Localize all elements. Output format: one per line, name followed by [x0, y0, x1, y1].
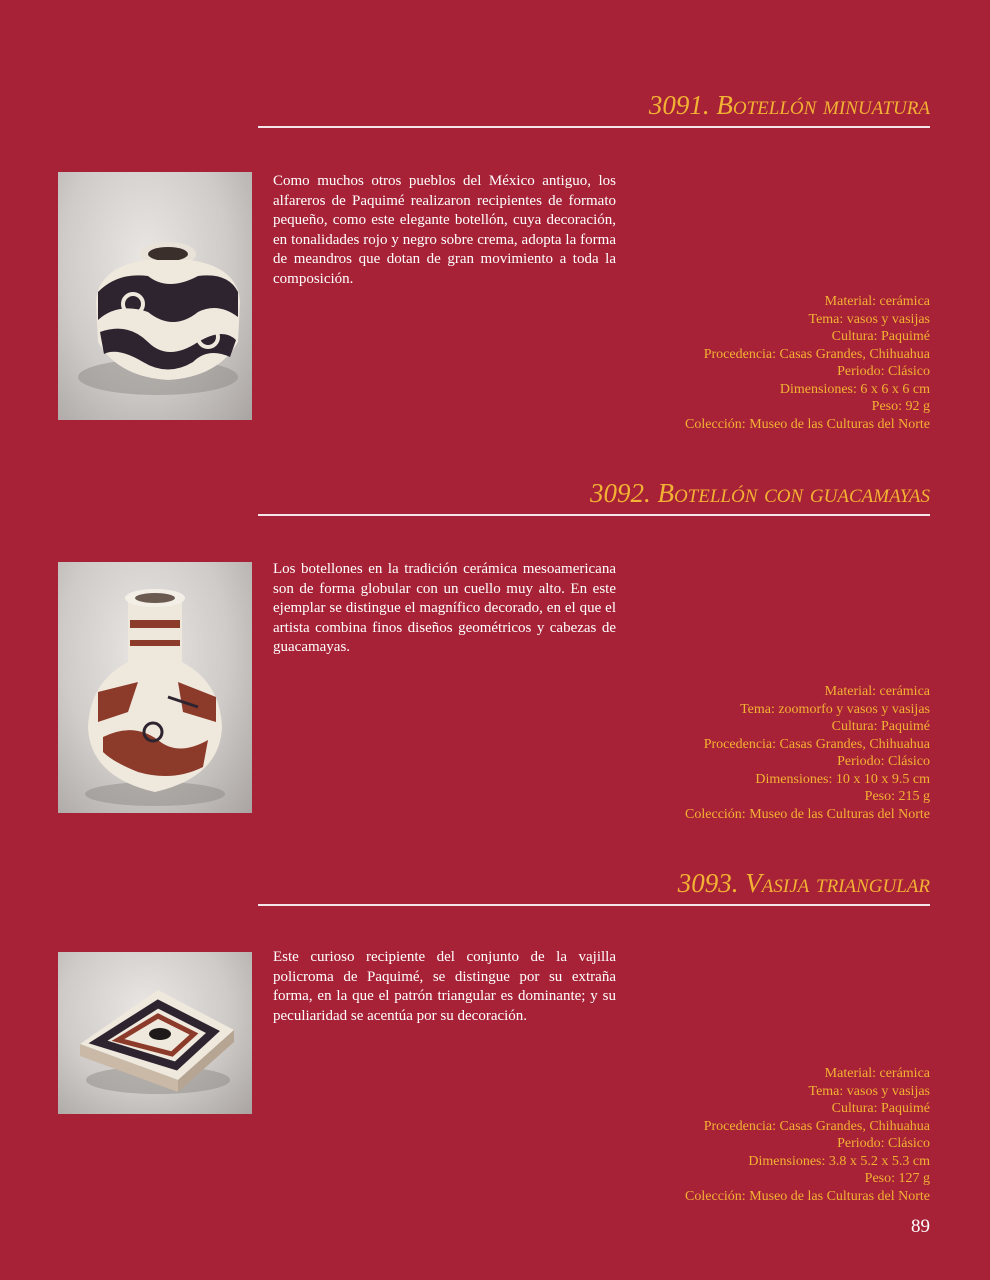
- entry-title: 3093. Vasija triangular: [677, 868, 930, 898]
- spec-periodo: Periodo: Clásico: [837, 1136, 930, 1151]
- spec-coleccion: Colección: Museo de las Culturas del Norte: [685, 806, 930, 822]
- catalog-entry-3093: [0, 866, 990, 1211]
- spec-coleccion: Colección: Museo de las Culturas del Norte: [685, 416, 930, 432]
- spec-peso: Peso: 127 g: [864, 1171, 930, 1186]
- spec-periodo: Periodo: Clásico: [837, 754, 930, 769]
- spec-procedencia: Procedencia: Casas Grandes, Chihuahua: [703, 1118, 930, 1134]
- spec-dimensiones: Dimensiones: 3.8 x 5.2 x 5.3 cm: [748, 1153, 930, 1169]
- spec-peso: Peso: 92 g: [871, 399, 930, 414]
- spec-dimensiones: Dimensiones: 10 x 10 x 9.5 cm: [755, 771, 930, 787]
- spec-periodo: Periodo: Clásico: [837, 364, 930, 379]
- spec-cultura: Cultura: Paquimé: [831, 329, 930, 344]
- spec-coleccion: Colección: Museo de las Culturas del Norte: [685, 1188, 930, 1204]
- entry-specs: [685, 293, 930, 433]
- botellon-guacamayas-photo: [58, 562, 252, 813]
- botellon-miniatura-photo: [58, 172, 252, 420]
- page-number: 89: [911, 1216, 930, 1237]
- spec-cultura: Cultura: Paquimé: [831, 719, 930, 734]
- spec-peso: Peso: 215 g: [864, 789, 930, 804]
- title-divider: [258, 514, 930, 516]
- spec-tema: Tema: vasos y vasijas: [808, 311, 930, 327]
- spec-procedencia: Procedencia: Casas Grandes, Chihuahua: [703, 736, 930, 752]
- spec-material: Material: cerámica: [824, 1066, 930, 1081]
- spec-tema: Tema: zoomorfo y vasos y vasijas: [740, 701, 930, 717]
- spec-material: Material: cerámica: [824, 684, 930, 699]
- entry-description: Los botellones en la tradición cerámica mesoamericana son de forma globular con un cuello muy alto. En este ejemplar se distingue el magnífico decorado, en el que el artista combina finos diseños geométricos y cabezas de guacamayas.: [273, 561, 616, 656]
- spec-dimensiones: Dimensiones: 6 x 6 x 6 cm: [779, 381, 930, 397]
- entry-specs: [685, 683, 930, 823]
- entry-specs: [685, 1065, 930, 1205]
- catalog-entry-3092: [0, 476, 990, 821]
- title-divider: [258, 904, 930, 906]
- entry-description: Como muchos otros pueblos del México antiguo, los alfareros de Paquimé realizaron recipientes de formato pequeño, como este elegante botellón, cuya decoración, en tonalidades rojo y negro sobre crema, adopta la forma de meandros que dotan de gran movimiento a toda la composición.: [273, 173, 616, 287]
- spec-procedencia: Procedencia: Casas Grandes, Chihuahua: [703, 346, 930, 362]
- spec-material: Material: cerámica: [824, 294, 930, 309]
- spec-cultura: Cultura: Paquimé: [831, 1101, 930, 1116]
- vasija-triangular-photo: [58, 952, 252, 1114]
- catalog-entry-3091: [0, 88, 990, 433]
- title-divider: [258, 126, 930, 128]
- spec-tema: Tema: vasos y vasijas: [808, 1083, 930, 1099]
- entry-title: 3092. Botellón con guacamayas: [589, 478, 930, 508]
- entry-description: Este curioso recipiente del conjunto de la vajilla policroma de Paquimé, se distingue por su extraña forma, en la que el patrón triangular es dominante; y su peculiaridad se acentúa por su decoración.: [273, 949, 616, 1024]
- entry-title: 3091. Botellón minuatura: [648, 90, 930, 120]
